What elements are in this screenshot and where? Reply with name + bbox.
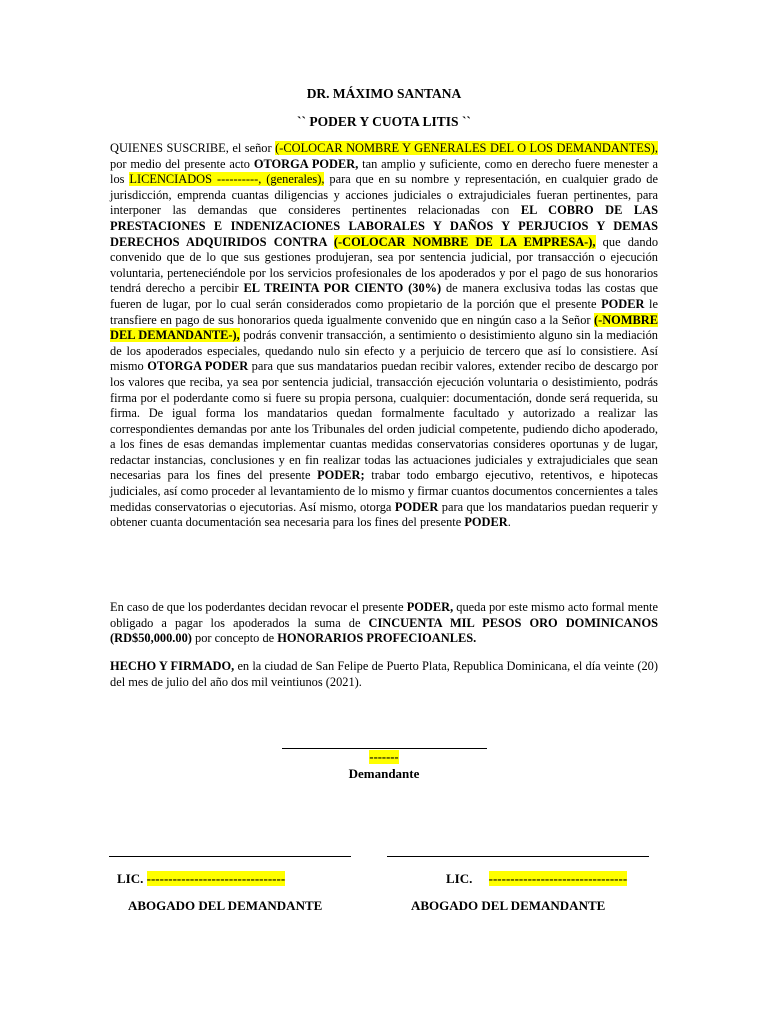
bold-run: CINCUENTA MIL PESOS ORO DOMINICANOS (RD$50,000.00) <box>110 615 658 646</box>
lawyer-2-name: LIC. -------------------------------- <box>446 871 628 886</box>
signed-at-paragraph <box>110 659 658 690</box>
text-run: por medio del presente acto <box>110 156 254 171</box>
bold-run: EL COBRO DE LAS PRESTACIONES E INDENIZACIONES LABORALES Y DAÑOS Y PERJUCIOS Y DEMAS DERECHOS ADQUIRIDOS CONTRA <box>110 203 658 249</box>
lawyer-2-role: ABOGADO DEL DEMANDANTE <box>411 898 606 913</box>
document-header-name: DR. MÁXIMO SANTANA <box>306 86 462 101</box>
lawyer-1-name-placeholder: -------------------------------- <box>146 871 286 886</box>
text-run: para que los mandatarios puedan requerir y obtener cuanta documentación sea necesaria para los fines del presente <box>110 499 658 530</box>
bold-run: OTORGA PODER <box>147 359 249 374</box>
lawyer-2-signature-line <box>387 856 649 857</box>
lawyer-1-signature-line <box>109 856 351 857</box>
text-run: QUIENES SUSCRIBE, el señor <box>110 141 276 155</box>
bold-run: PODER <box>601 296 645 311</box>
text-run: que dando convenido que de lo que sus gestiones produjeran, sea por sentencia judicial, por transacción o ejecución voluntaria, perteneciéndole por los servicios profesionales de los apoderados y por el pago de sus honorarios tendrá derecho a percibir <box>110 234 659 296</box>
bold-run: PODER; <box>317 468 365 483</box>
text-run: . <box>507 515 511 530</box>
plaintiff-signature-placeholder: ------- <box>369 750 399 764</box>
text-run: En caso de que los poderdantes decidan revocar el presente <box>110 600 407 614</box>
plaintiff-label: Demandante <box>348 766 420 781</box>
text-run: para que en su nombre y representación, en cualquier grado de jurisdicción, emprenda cuantas diligencias y acciones judiciales o extrajudiciales fueran pertinentes, para interponer las demandas que consideres pertinentes relacionadas con <box>110 172 658 218</box>
lawyer-1-name: LIC. -------------------------------- <box>117 871 286 886</box>
bold-run: PODER <box>394 499 439 514</box>
main-clause-paragraph <box>110 141 658 531</box>
text-run: podrás convenir transacción, a sentimiento o desistimiento alguno sin la mediación de los apoderados especiales, quedando nulo sin efecto y a perjuicio de tercero que así lo consistiere. Así mismo <box>110 328 658 374</box>
text-run: trabar todo embargo ejecutivo, retentivos, e hipotecas judiciales, así como proceder al levantamiento de lo mismo y firmar cuantos documentos concernientes a tales medidas conservatorias o ejecutorias. Así mismo, otorga <box>110 468 658 514</box>
lawyer-2-name-placeholder: -------------------------------- <box>488 871 628 886</box>
text-run: le transfiere en pago de sus honorarios queda igualmente convenido que en ningún caso a la Señor <box>110 296 658 327</box>
placeholder-plaintiff-name: (-COLOCAR NOMBRE Y GENERALES DEL O LOS DEMANDANTES), <box>275 141 658 155</box>
placeholder-plaintiff: (-NOMBRE DEL DEMANDANTE-), <box>110 312 658 343</box>
bold-run: EL TREINTA POR CIENTO (30%) <box>243 281 442 296</box>
plaintiff-signature-line <box>282 748 487 749</box>
bold-run: HECHO Y FIRMADO, <box>110 659 235 673</box>
placeholder-lawyers: LICENCIADOS ----------, (generales), <box>129 172 325 187</box>
text-run: en la ciudad de San Felipe de Puerto Plata, Republica Dominicana, el día veinte (20) del mes de julio del año dos mil veintiunos (2021). <box>110 659 659 689</box>
placeholder-company-name: (-COLOCAR NOMBRE DE LA EMPRESA-), <box>333 234 596 249</box>
text-run: para que sus mandatarios puedan recibir valores, extender recibo de descargo por los valores que reciba, ya sea por sentencia judicial, transacción ejecución voluntaria o desistimiento, podrás firma por el poderdante como si fuere su propia persona, cualquier: documentación, donde será requerida, su firma. De igual forma los mandatarios quedan formalmente facultado y autorizado a realizar las correspondientes demandas por ante los Tribunales del orden judicial competente, pudiendo dicho apoderado, a los fines de esas demandas implementar cuantas medidas conservatorias consideres oportunas y de lugar, redactar instancias, conclusiones y en fin realizar todas las actuaciones judiciales y extrajudiciales que sean necesarias para los fines del presente <box>110 359 658 483</box>
bold-run: HONORARIOS PROFECIOANLES. <box>277 631 477 646</box>
revocation-paragraph <box>110 600 658 647</box>
lawyer-1-role: ABOGADO DEL DEMANDANTE <box>128 898 323 913</box>
bold-run: OTORGA PODER, <box>253 156 359 171</box>
text-run: tan amplio y suficiente, como en derecho fuere menester a los <box>110 156 659 187</box>
text-run: queda por este mismo acto formal mente obligado a pagar los apoderados la suma de <box>110 600 658 630</box>
bold-run: PODER, <box>406 600 454 614</box>
document-title: `` PODER Y CUOTA LITIS `` <box>297 114 471 129</box>
text-run: de manera exclusiva todas las costas que fueren de lugar, por lo cual serán considerados como propietario de la porción que el presente <box>110 281 658 311</box>
text-run: por concepto de <box>191 631 278 646</box>
bold-run: PODER <box>464 515 508 530</box>
